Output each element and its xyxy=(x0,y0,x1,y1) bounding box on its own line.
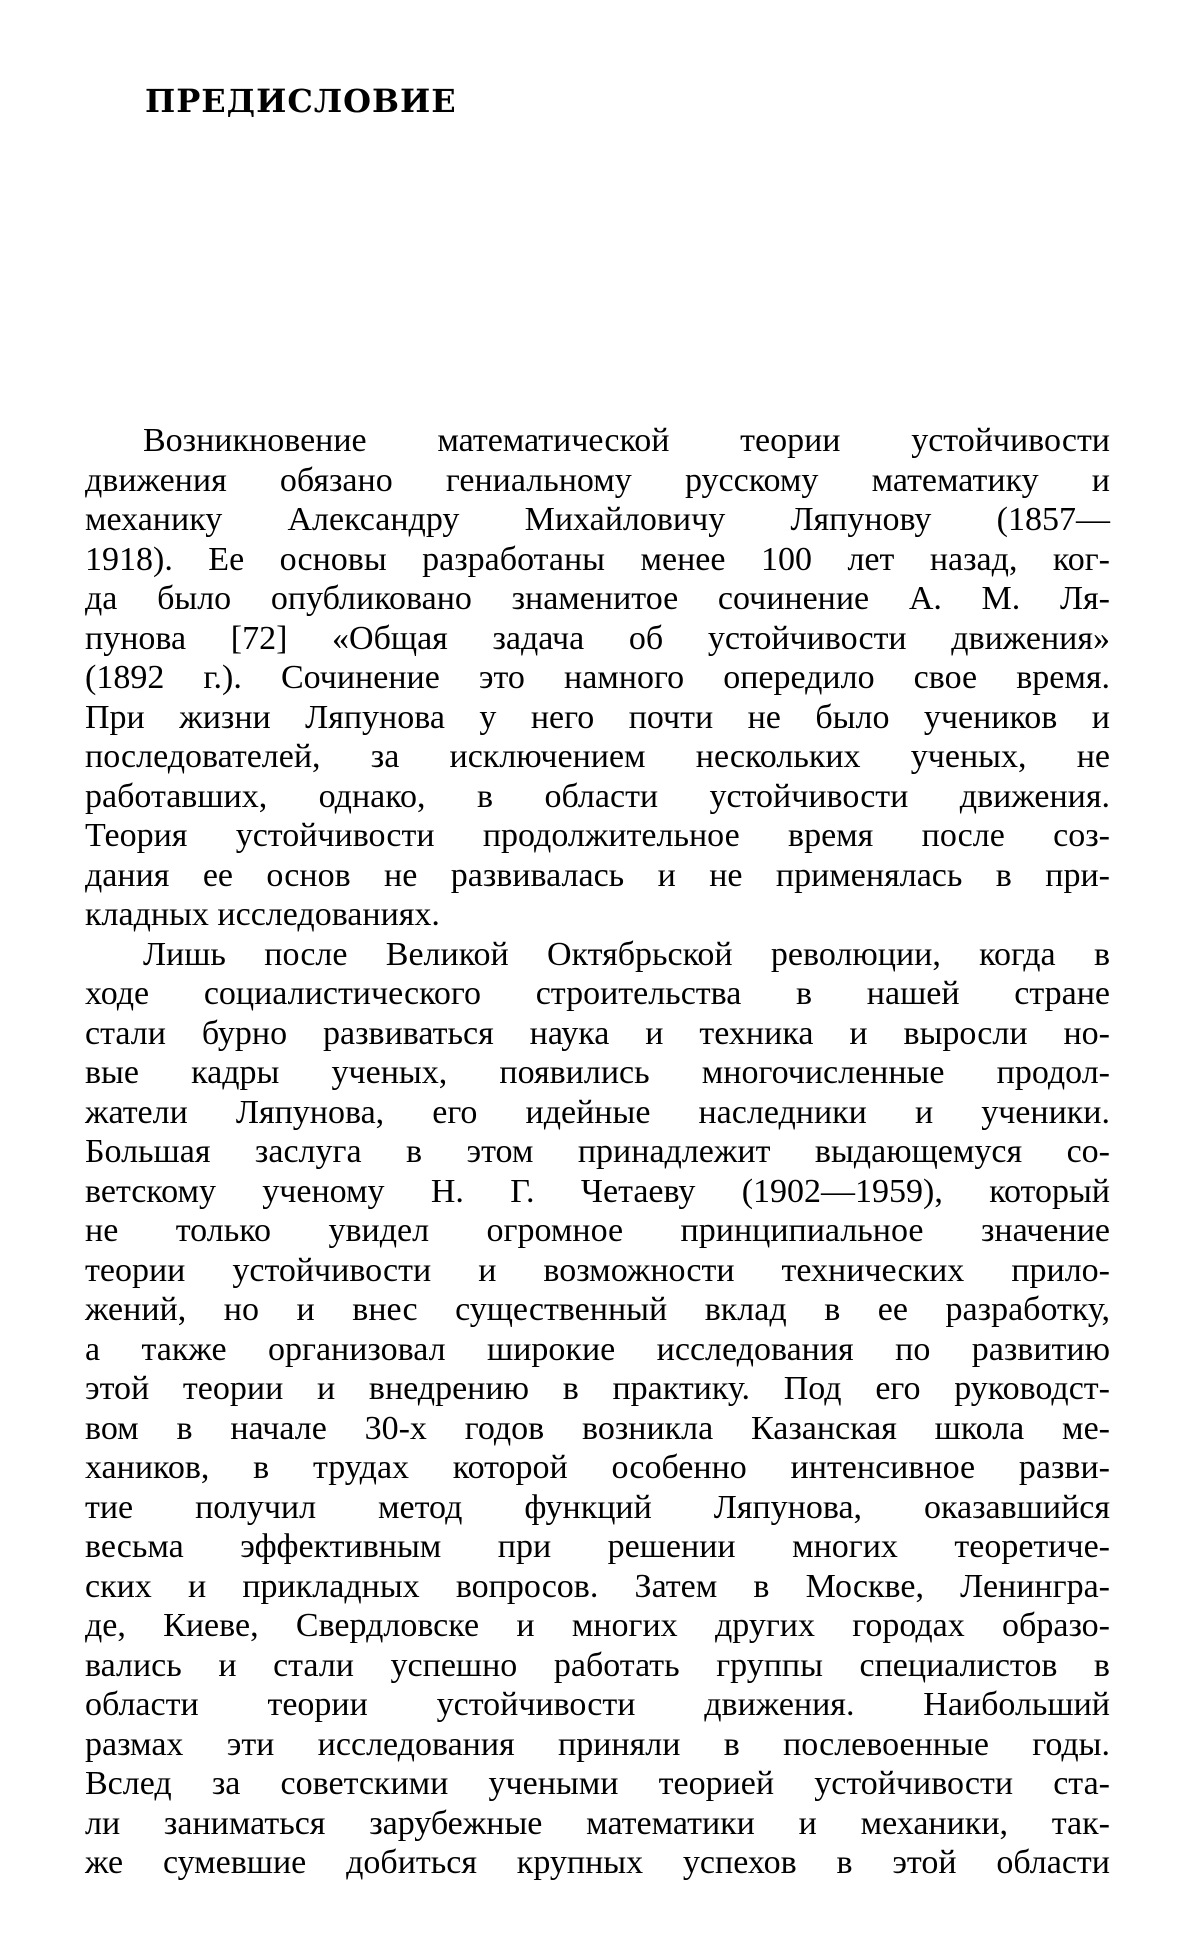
text-line: не только увидел огромное принципиальное значение xyxy=(85,1212,1110,1249)
text-line: размах эти исследования приняли в послевоенные годы. xyxy=(85,1725,1110,1763)
text-line: жатели Ляпунова, его идейные наследники и ученики. xyxy=(85,1093,1110,1131)
text-line: вались и стали успешно работать группы специалистов в xyxy=(85,1646,1110,1684)
text-line: Большая заслуга в этом принадлежит выдающемуся со- xyxy=(85,1133,1110,1170)
text-line: механику Александру Михайловичу Ляпунову (1857— xyxy=(85,501,1110,538)
text-line: хаников, в трудах которой особенно интенсивное разви- xyxy=(85,1449,1110,1486)
text-line: движения обязано гениальному русскому математику и xyxy=(85,461,1110,499)
text-line: дания ее основ не развивалась и не применялась в при- xyxy=(85,856,1110,894)
text-line: весьма эффективным при решении многих теоретиче- xyxy=(85,1528,1110,1565)
text-line: кладных исследованиях. xyxy=(85,896,440,933)
text-line: ских и прикладных вопросов. Затем в Москве, Ленингра- xyxy=(85,1567,1110,1605)
text-line: де, Киеве, Свердловске и многих других городах образо- xyxy=(85,1607,1110,1644)
text-line: При жизни Ляпунова у него почти не было учеников и xyxy=(85,698,1110,736)
text-line: Возникновение математической теории устойчивости xyxy=(143,422,1110,459)
text-line: жений, но и внес существенный вклад в ее разработку, xyxy=(85,1291,1110,1328)
text-line: ветскому ученому Н. Г. Четаеву (1902—1959), который xyxy=(85,1172,1110,1210)
text-line: (1892 г.). Сочинение это намного опередило свое время. xyxy=(85,659,1110,696)
text-line: Лишь после Великой Октябрьской революции, когда в xyxy=(143,935,1110,973)
text-line: да было опубликовано знаменитое сочинение А. М. Ля- xyxy=(85,580,1110,617)
text-line: последователей, за исключением нескольких ученых, не xyxy=(85,738,1110,775)
text-line: теории устойчивости и возможности технических прило- xyxy=(85,1251,1110,1289)
text-line: области теории устойчивости движения. Наибольший xyxy=(85,1686,1110,1723)
text-line: 1918). Ее основы разработаны менее 100 лет назад, ког- xyxy=(85,540,1110,578)
text-line: Вслед за советскими учеными теорией устойчивости ста- xyxy=(85,1765,1110,1802)
text-line: а также организовал широкие исследования по развитию xyxy=(85,1330,1110,1368)
text-line: вом в начале 30-х годов возникла Казанская школа ме- xyxy=(85,1409,1110,1447)
text-line: Теория устойчивости продолжительное время после соз- xyxy=(85,817,1110,854)
text-line: работавших, однако, в области устойчивости движения. xyxy=(85,777,1110,815)
text-line: же сумевшие добиться крупных успехов в этой области xyxy=(85,1844,1110,1881)
text-line: ходе социалистического строительства в нашей стране xyxy=(85,975,1110,1012)
text-line: тие получил метод функций Ляпунова, оказавшийся xyxy=(85,1488,1110,1526)
preface-body xyxy=(85,421,1110,1883)
text-line: пунова [72] «Общая задача об устойчивости движения» xyxy=(85,619,1110,657)
text-line: стали бурно развиваться наука и техника и выросли но- xyxy=(85,1014,1110,1052)
text-line: вые кадры ученых, появились многочисленные продол- xyxy=(85,1054,1110,1091)
page-heading: ПРЕДИСЛОВИЕ xyxy=(145,82,457,120)
text-line: ли заниматься зарубежные математики и механики, так- xyxy=(85,1804,1110,1842)
text-line: этой теории и внедрению в практику. Под его руководст- xyxy=(85,1370,1110,1407)
